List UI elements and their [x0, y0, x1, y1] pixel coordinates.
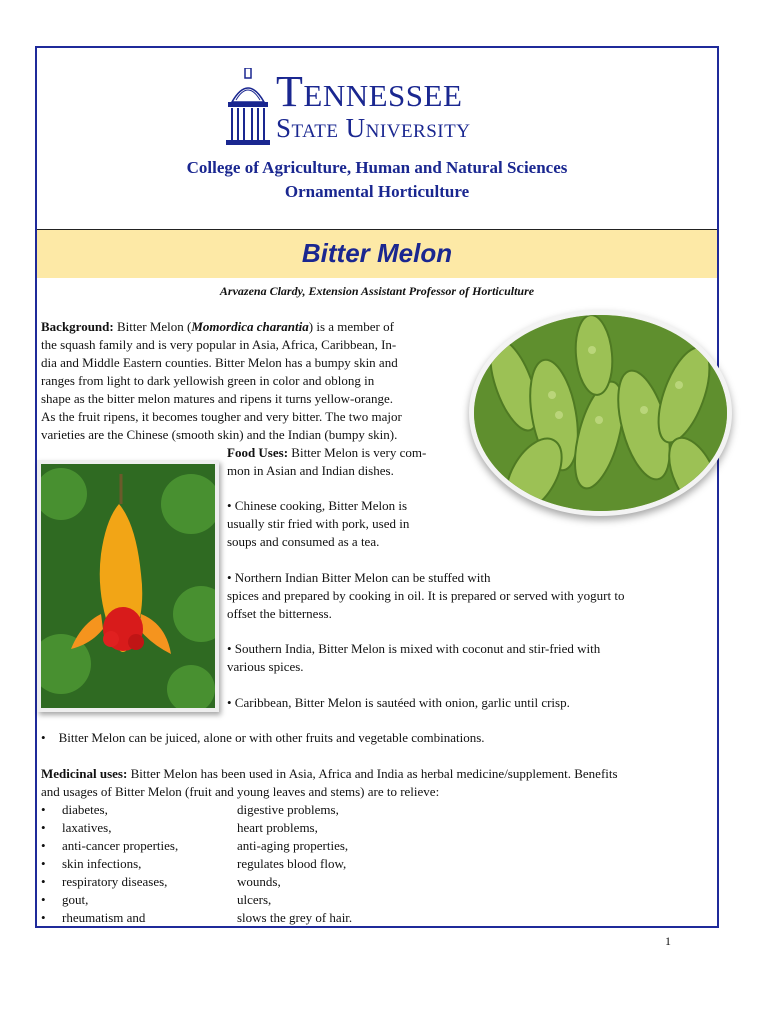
college-name: College of Agriculture, Human and Natural Sciences — [186, 158, 568, 177]
food-item-caribbean — [227, 694, 707, 712]
food-uses-label: Food Uses: — [227, 445, 289, 460]
medicinal-line-0 — [41, 765, 717, 783]
background-line: dia and Middle Eastern counties. Bitter Melon has a bumpy skin and — [41, 355, 398, 370]
background-line-1: ) is a member of — [308, 319, 394, 334]
page-title: Bitter Melon — [301, 238, 453, 268]
background-line: As the fruit ripens, it becomes tougher and very bitter. The two major — [41, 409, 402, 424]
background-line: ranges from light to dark yellowish green in color and oblong in — [41, 373, 375, 388]
food-item-juice — [41, 729, 711, 747]
food-uses-intro — [227, 444, 467, 480]
juice-text: Bitter Melon can be juiced, alone or with other fruits and vegetable combinations. — [58, 730, 485, 745]
food-item-line: • Chinese cooking, Bitter Melon is — [227, 498, 408, 513]
scientific-name: Momordica charantia — [191, 319, 309, 334]
bullet: • — [41, 730, 46, 745]
logo-tennessee: Tennessee — [276, 67, 463, 116]
background-label: Background: — [41, 319, 114, 334]
food-item-northern-india — [227, 569, 707, 623]
tsu-logo — [224, 66, 524, 146]
food-item-line: • Northern Indian Bitter Melon can be stuffed with — [227, 570, 491, 585]
food-item-line: various spices. — [227, 659, 304, 674]
food-item-chinese — [227, 497, 463, 551]
medicinal-line-1: Bitter Melon has been used in Asia, Africa and India as herbal medicine/supplement. Benefits — [127, 766, 618, 781]
food-uses-line-2: mon in Asian and Indian dishes. — [227, 463, 394, 478]
bitter-melon-photo — [469, 310, 732, 516]
background-line: shape as the bitter melon matures and ripens it turns yellow-orange. — [41, 391, 393, 406]
capitol-dome-icon — [224, 68, 272, 146]
food-item-line: • Caribbean, Bitter Melon is sautéed with onion, garlic until crisp. — [227, 695, 570, 710]
food-item-line: spices and prepared by cooking in oil. It is prepared or served with yogurt to — [227, 588, 625, 603]
page-frame — [35, 46, 719, 928]
list-item: • laxatives, heart problems, — [41, 820, 318, 835]
background-line: the squash family and is very popular in Asia, Africa, Caribbean, In- — [41, 337, 397, 352]
food-item-southern-india — [227, 640, 707, 676]
ripe-bitter-melon-photo — [37, 460, 219, 712]
background-line-0 — [41, 318, 461, 336]
list-item: • gout, ulcers, — [41, 892, 272, 907]
department-name: Ornamental Horticulture — [284, 182, 470, 201]
food-item-line: soups and consumed as a tea. — [227, 534, 380, 549]
food-uses-line-0 — [227, 444, 467, 462]
background-line: varieties are the Chinese (smooth skin) and the Indian (bumpy skin). — [41, 427, 398, 442]
medicinal-paragraph — [41, 765, 717, 801]
medicinal-line-2: and usages of Bitter Melon (fruit and young leaves and stems) are to relieve: — [41, 784, 440, 799]
background-intro: Bitter Melon ( — [116, 319, 192, 334]
medicinal-label: Medicinal uses: — [41, 766, 128, 781]
logo-state-university: State University — [276, 113, 471, 143]
list-item: • respiratory diseases, wounds, — [41, 874, 281, 889]
list-item: • rheumatism and slows the grey of hair. — [41, 910, 353, 925]
food-item-line: usually stir fried with pork, used in — [227, 516, 410, 531]
background-paragraph — [41, 318, 461, 444]
author-line: Arvazena Clardy, Extension Assistant Professor of Horticulture — [219, 284, 535, 298]
food-item-line: offset the bitterness. — [227, 606, 332, 621]
list-item: • diabetes, digestive problems, — [41, 802, 339, 817]
title-band — [37, 230, 717, 279]
list-item: • anti-cancer properties, anti-aging properties, — [41, 838, 349, 853]
ripe-melon-image — [41, 464, 215, 708]
food-item-line: • Southern India, Bitter Melon is mixed with coconut and stir-fried with — [227, 641, 601, 656]
bitter-melon-image — [474, 315, 727, 511]
college-heading — [37, 156, 717, 204]
page-number: 1 — [665, 934, 671, 948]
list-item: • skin infections, regulates blood flow, — [41, 856, 347, 871]
food-uses-line-1: Bitter Melon is very com- — [288, 445, 427, 460]
